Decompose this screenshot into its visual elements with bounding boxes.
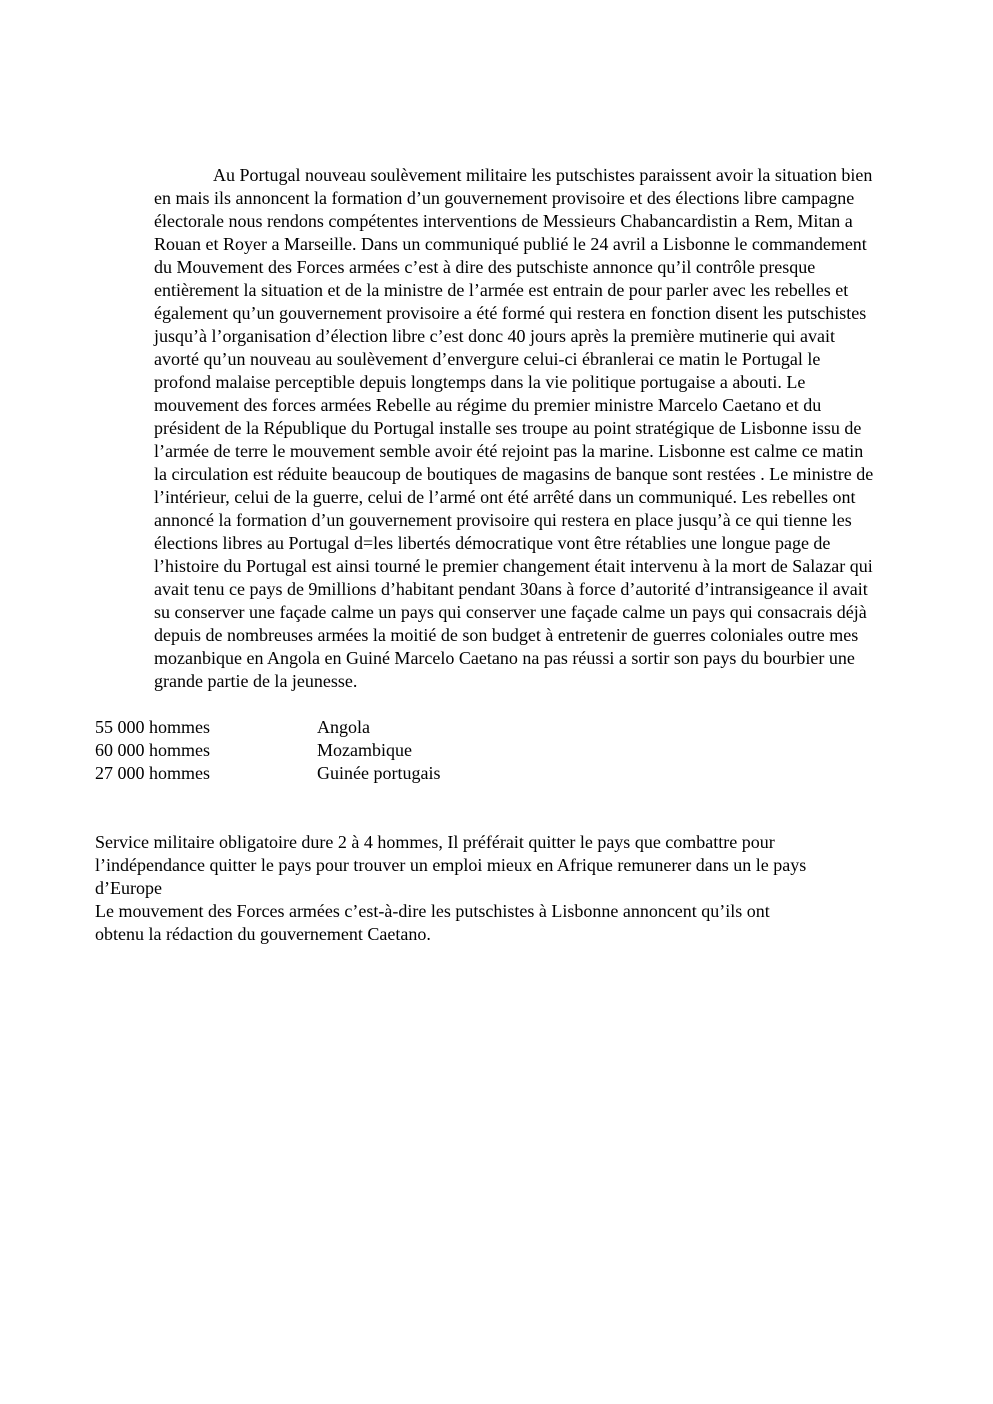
paragraph-line: électorale nous rendons compétentes interventions de Messieurs Chabancardistin a Rem, Mitan a <box>154 211 853 231</box>
troop-place: Mozambique <box>317 740 412 760</box>
paragraph-line: d’Europe <box>95 878 162 898</box>
troops-list <box>95 716 895 785</box>
paragraph-line: depuis de nombreuses armées la moitié de son budget à entretenir de guerres coloniales outre mes <box>154 625 859 645</box>
document-body <box>95 164 895 946</box>
troop-count: 27 000 hommes <box>95 763 210 783</box>
paragraph-line: élections libres au Portugal d=les libertés démocratique vont être rétablies une longue page de <box>154 533 831 553</box>
troop-row <box>95 762 895 785</box>
service-paragraph <box>95 831 895 900</box>
paragraph-line: l’intérieur, celui de la guerre, celui de l’armé ont été arrêté dans un communiqué. Les rebelles ont <box>154 487 856 507</box>
paragraph-line: Rouan et Royer a Marseille. Dans un communiqué publié le 24 avril a Lisbonne le commandement <box>154 234 867 254</box>
main-paragraph <box>95 164 895 693</box>
troop-place: Angola <box>317 717 370 737</box>
paragraph-line: l’indépendance quitter le pays pour trouver un emploi mieux en Afrique remunerer dans un le pays <box>95 855 807 875</box>
paragraph-line: président de la République du Portugal installe ses troupe au point stratégique de Lisbonne issu de <box>154 418 862 438</box>
paragraph-line: entièrement la situation et de la ministre de l’armée est entrain de pour parler avec les rebelles et <box>154 280 849 300</box>
paragraph-line: mozanbique en Angola en Guiné Marcelo Caetano na pas réussi a sortir son pays du bourbier une <box>154 648 855 668</box>
paragraph-line: obtenu la rédaction du gouvernement Caetano. <box>95 924 431 944</box>
paragraph-line: Service militaire obligatoire dure 2 à 4 hommes, Il préférait quitter le pays que combattre pour <box>95 832 775 852</box>
paragraph-line: su conserver une façade calme un pays qui conserver une façade calme un pays qui consacrais déjà <box>154 602 867 622</box>
paragraph-line: également qu’un gouvernement provisoire a été formé qui restera en fonction disent les putschistes <box>154 303 867 323</box>
paragraph-line: la circulation est réduite beaucoup de boutiques de magasins de banque sont restées . Le ministre de <box>154 464 874 484</box>
troop-count: 60 000 hommes <box>95 740 210 760</box>
paragraph-line: grande partie de la jeunesse. <box>154 671 358 691</box>
paragraph-line: en mais ils annoncent la formation d’un gouvernement provisoire et des élections libre campagne <box>154 188 855 208</box>
paragraph-line: jusqu’à l’organisation d’élection libre c’est donc 40 jours après la première mutinerie qui avait <box>154 326 835 346</box>
final-paragraph <box>95 900 895 946</box>
troop-row <box>95 716 895 739</box>
paragraph-line: l’histoire du Portugal est ainsi tourné le premier changement était intervenu à la mort de Salazar qui <box>154 556 873 576</box>
troop-place: Guinée portugais <box>317 763 441 783</box>
paragraph-line: profond malaise perceptible depuis longtemps dans la vie politique portugaise a abouti. Le <box>154 372 806 392</box>
troop-count: 55 000 hommes <box>95 717 210 737</box>
paragraph-line: Au Portugal nouveau soulèvement militaire les putschistes paraissent avoir la situation bien <box>213 165 873 185</box>
troop-row <box>95 739 895 762</box>
paragraph-line: du Mouvement des Forces armées c’est à dire des putschiste annonce qu’il contrôle presque <box>154 257 816 277</box>
paragraph-line: annoncé la formation d’un gouvernement provisoire qui restera en place jusqu’à ce qui tienne les <box>154 510 852 530</box>
vertical-spacer <box>95 785 895 831</box>
paragraph-line: l’armée de terre le mouvement semble avoir été rejoint pas la marine. Lisbonne est calme ce matin <box>154 441 864 461</box>
paragraph-line: Le mouvement des Forces armées c’est-à-dire les putschistes à Lisbonne annoncent qu’ils ont <box>95 901 770 921</box>
paragraph-line: avorté qu’un nouveau au soulèvement d’envergure celui-ci ébranlerai ce matin le Portugal le <box>154 349 821 369</box>
paragraph-line: avait tenu ce pays de 9millions d’habitant pendant 30ans à force d’autorité d’intransigeance il avait <box>154 579 868 599</box>
paragraph-line: mouvement des forces armées Rebelle au régime du premier ministre Marcelo Caetano et du <box>154 395 822 415</box>
